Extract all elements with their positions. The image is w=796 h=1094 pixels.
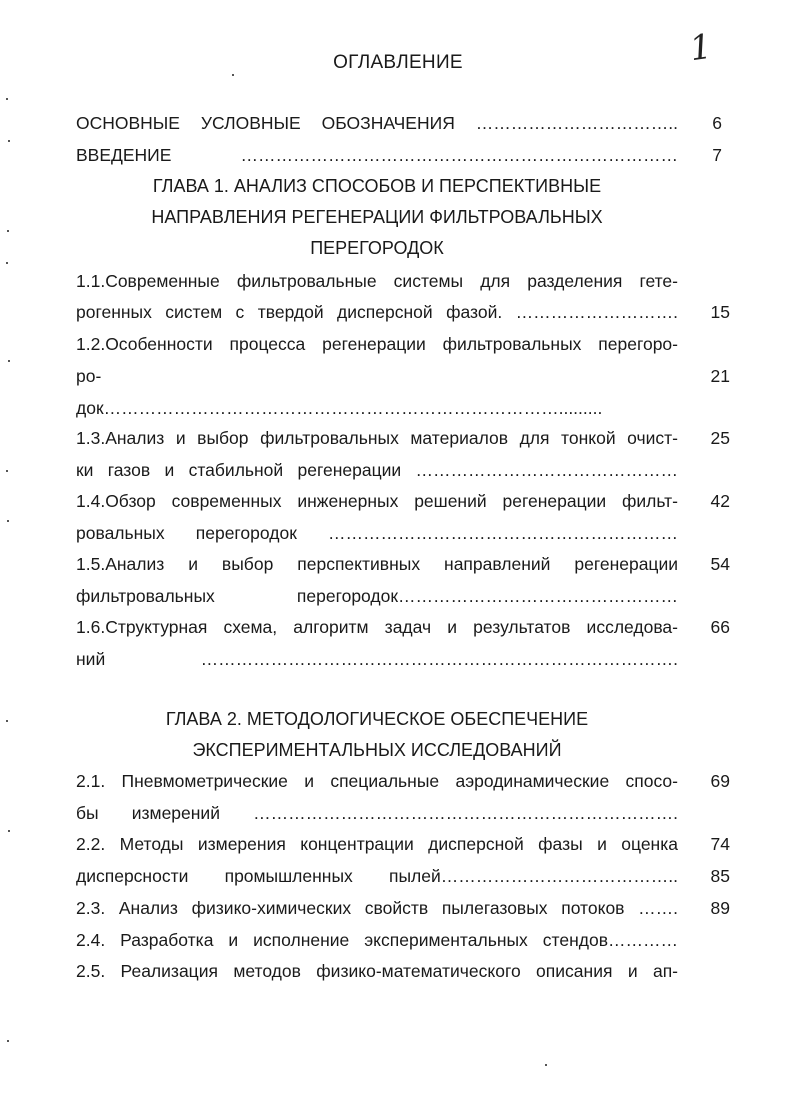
scan-speck [7,230,9,232]
toc-entry-line: ровальных перегородок …………………………………………………… [76,523,678,543]
toc-entry-line: 2.2. Методы измерения концентрации дисперсной фазы и оценка [76,834,678,854]
scan-speck [545,1064,547,1066]
scan-speck [232,74,234,76]
toc-page-number: 85 [710,866,730,886]
toc-page-number: 54 [710,554,730,574]
scan-speck [6,720,8,722]
scan-speck [6,98,8,100]
toc-entry-line: ки газов и стабильной регенерации ……………………………………… [76,460,678,480]
toc-page-number: 69 [710,771,730,791]
toc-page-number: 6 [712,113,722,133]
page-title: ОГЛАВЛЕНИЕ [333,52,463,73]
chapter-heading-line: ЭКСПЕРИМЕНТАЛЬНЫХ ИССЛЕДОВАНИЙ [192,740,562,760]
chapter-heading-line: ПЕРЕГОРОДОК [310,238,444,258]
toc-entry-line: 1.3.Анализ и выбор фильтровальных материалов для тонкой очист- [76,428,678,448]
scan-speck [7,520,9,522]
toc-entry-line: 1.6.Структурная схема, алгоритм задач и результатов исследова- [76,617,678,637]
toc-page-number: 7 [712,145,722,165]
toc-entry-line: фильтровальных перегородок………………………………………… [76,586,678,606]
chapter-heading-line: НАПРАВЛЕНИЯ РЕГЕНЕРАЦИИ ФИЛЬТРОВАЛЬНЫХ [151,207,603,227]
toc-page-number: 25 [710,428,730,448]
toc-entry-line: ний ………………………………………………………………………. [76,649,678,669]
scan-speck [8,830,10,832]
chapter-heading-line: ГЛАВА 1. АНАЛИЗ СПОСОБОВ И ПЕРСПЕКТИВНЫЕ [152,176,602,196]
toc-entry-notation: ОСНОВНЫЕ УСЛОВНЫЕ ОБОЗНАЧЕНИЯ …………………………….. [76,113,678,133]
toc-entry-line: док……………………………………………………………………......... [76,398,603,418]
toc-entry-line: ро- [76,366,102,386]
toc-entry-line: рогенных систем с твердой дисперсной фазой. ………………………. [76,302,678,322]
toc-page-number: 89 [710,898,730,918]
toc-entry-line: 1.4.Обзор современных инженерных решений регенерации фильт- [76,491,678,511]
toc-page-number: 74 [710,834,730,854]
toc-entry-line: 2.3. Анализ физико-химических свойств пылегазовых потоков ……. [76,898,678,918]
scan-speck [8,140,10,142]
toc-page-number: 42 [710,491,730,511]
toc-entry-line: дисперсности промышленных пылей………………………………….. [76,866,678,886]
toc-entry-line: 2.1. Пневмометрические и специальные аэродинамические спосо- [76,771,678,791]
scan-speck [6,470,8,472]
toc-page-number: 15 [710,302,730,322]
toc-page-number: 21 [710,366,730,386]
toc-entry-line: 2.5. Реализация методов физико-математического описания и ап- [76,961,678,981]
scan-speck [7,1040,9,1042]
handwritten-page-number: 1 [687,26,715,70]
chapter-heading-line: ГЛАВА 2. МЕТОДОЛОГИЧЕСКОЕ ОБЕСПЕЧЕНИЕ [165,709,589,729]
toc-entry-line: 1.1.Современные фильтровальные системы для разделения гете- [76,271,678,291]
scan-speck [6,262,8,264]
toc-entry-line: 2.4. Разработка и исполнение экспериментальных стендов………… [76,930,678,950]
scan-speck [8,360,10,362]
toc-entry-line: бы измерений ………………………………………………………………. [76,803,678,823]
toc-entry-introduction: ВВЕДЕНИЕ ………………………………………………………………… [76,145,678,165]
toc-page-number: 66 [710,617,730,637]
toc-entry-line: 1.5.Анализ и выбор перспективных направлений регенерации [76,554,678,574]
toc-entry-line: 1.2.Особенности процесса регенерации фильтровальных перегоро- [76,334,678,354]
